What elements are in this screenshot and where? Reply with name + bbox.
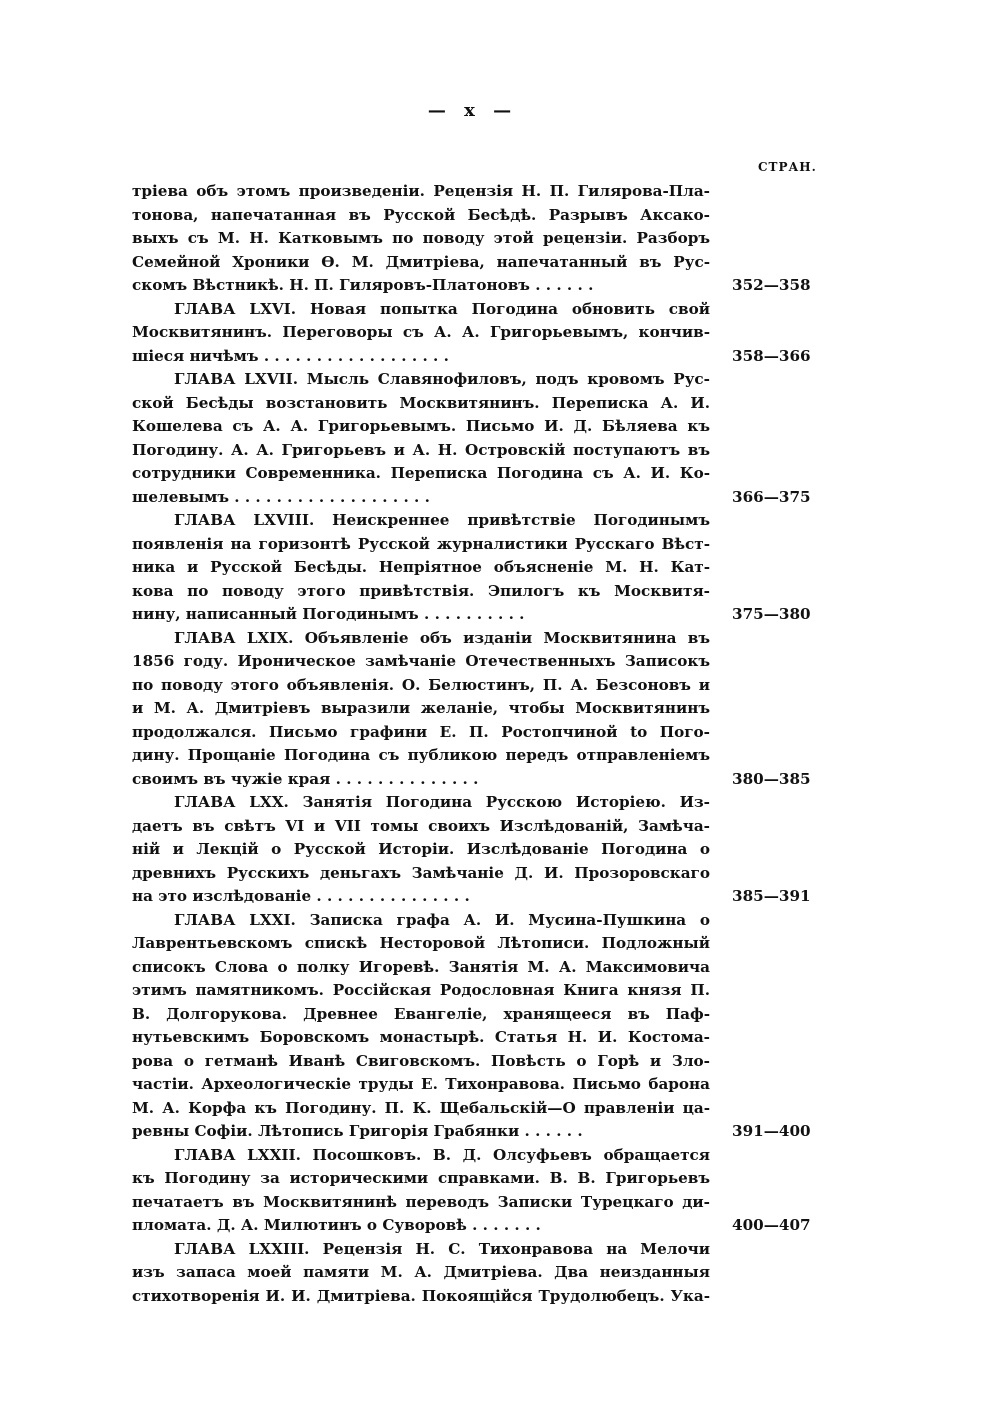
- pages-column-label: СТРАН.: [758, 160, 817, 174]
- page-range: 385—391: [732, 887, 811, 905]
- toc-text-line: пломата. Д. А. Милютинъ о Суворовѣ . . . . . . .: [132, 1216, 541, 1234]
- toc-text-line: ній и Лекцій о Русской Исторіи. Изслѣдованіе Погодина о: [132, 840, 710, 858]
- toc-text-line: ника и Русской Бесѣды. Непріятное объясненіе М. Н. Кат-: [132, 558, 710, 576]
- toc-text-line: В. Долгорукова. Древнее Евангеліе, хранящееся въ Паф-: [132, 1004, 710, 1023]
- page-number-header: — x —: [427, 100, 518, 121]
- toc-text-line: тріева объ этомъ произведеніи. Рецензія Н. П. Гилярова-Пла-: [132, 182, 710, 200]
- toc-text-line: 1856 году. Ироническое замѣчаніе Отечественныхъ Записокъ: [132, 652, 710, 670]
- toc-text-line: по поводу этого объявленія. О. Белюстинъ, П. А. Безсоновъ и: [132, 675, 710, 694]
- toc-text-line: нину, написанный Погодинымъ . . . . . . . . . .: [132, 605, 525, 623]
- toc-text-line: Кошелева съ А. А. Григорьевымъ. Письмо И. Д. Бѣляева къ: [132, 417, 710, 435]
- toc-text-line: древнихъ Русскихъ деньгахъ Замѣчаніе Д. И. Прозоровскаго: [132, 863, 710, 882]
- page-range: 400—407: [732, 1216, 811, 1234]
- toc-text-line: ревны Софіи. Лѣтопись Григорія Грабянки . . . . . .: [132, 1122, 583, 1140]
- page-range: 358—366: [732, 346, 811, 365]
- chapter-heading-line: ГЛАВА LXVI. Новая попытка Погодина обновить свой: [174, 299, 710, 318]
- chapter-heading-line: ГЛАВА LXXII. Посошковъ. В. Д. Олсуфьевъ обращается: [174, 1145, 710, 1164]
- page-range: 352—358: [732, 276, 811, 294]
- toc-text-line: нутьевскимъ Боровскомъ монастырѣ. Статья Н. И. Костома-: [132, 1028, 710, 1046]
- toc-text-line: появленія на горизонтѣ Русской журналистики Русскаго Вѣст-: [132, 534, 710, 553]
- toc-text-line: шелевымъ . . . . . . . . . . . . . . . . . . .: [132, 487, 430, 506]
- page-range: 380—385: [732, 769, 811, 788]
- toc-text-line: сотрудники Современника. Переписка Погодина съ А. И. Ко-: [132, 464, 710, 482]
- toc-text-line: своимъ въ чужіе края . . . . . . . . . . . . . .: [132, 769, 479, 788]
- page-range: 366—375: [732, 487, 811, 506]
- page-range: 375—380: [732, 605, 811, 623]
- page-range: 391—400: [732, 1122, 811, 1140]
- chapter-heading-line: ГЛАВА LXVIII. Неискреннее привѣтствіе Погодинымъ: [174, 511, 710, 529]
- toc-text-line: кова по поводу этого привѣтствія. Эпилогъ къ Москвитя-: [132, 581, 710, 600]
- chapter-heading-line: ГЛАВА LXIX. Объявленіе объ изданіи Москвитянина въ: [174, 628, 710, 647]
- toc-text-line: печатаетъ въ Москвитянинѣ переводъ Записки Турецкаго ди-: [132, 1192, 710, 1211]
- toc-text-line: стихотворенія И. И. Дмитріева. Покоящійся Трудолюбецъ. Ука-: [132, 1286, 710, 1305]
- toc-text-line: этимъ памятникомъ. Россійская Родословная Книга князя П.: [132, 981, 710, 999]
- toc-text-line: списокъ Слова о полку Игоревѣ. Занятія М. А. Максимовича: [132, 957, 710, 976]
- toc-text-line: рова о гетманѣ Иванѣ Свиговскомъ. Повѣсть о Горѣ и Зло-: [132, 1051, 710, 1070]
- toc-text-line: Лаврентьевскомъ спискѣ Несторовой Лѣтописи. Подложный: [132, 934, 710, 952]
- toc-text-line: и М. А. Дмитріевъ выразили желаніе, чтобы Москвитянинъ: [132, 699, 710, 717]
- toc-text-line: Семейной Хроники Ѳ. М. Дмитріева, напечатанный въ Рус-: [132, 252, 710, 271]
- toc-text-line: выхъ съ М. Н. Катковымъ по поводу этой рецензіи. Разборъ: [132, 229, 710, 247]
- toc-text-line: ской Бесѣды возстановить Москвитянинъ. Переписка А. И.: [132, 393, 710, 412]
- toc-text-line: продолжался. Письмо графини Е. П. Ростопчиной to Пого-: [132, 722, 710, 741]
- chapter-heading-line: ГЛАВА LXXIII. Рецензія Н. С. Тихонравова на Мелочи: [174, 1239, 710, 1258]
- chapter-heading-line: ГЛАВА LXXI. Записка графа А. И. Мусина-Пушкина о: [174, 910, 710, 929]
- toc-text-line: частіи. Археологическіе труды Е. Тихонравова. Письмо барона: [132, 1075, 710, 1093]
- toc-text-line: на это изслѣдованіе . . . . . . . . . . . . . . .: [132, 887, 470, 905]
- toc-text-line: къ Погодину за историческими справками. В. В. Григорьевъ: [132, 1169, 710, 1187]
- toc-text-line: даетъ въ свѣтъ VI и VII томы своихъ Изслѣдованій, Замѣча-: [132, 816, 710, 835]
- toc-text-line: скомъ Вѣстникѣ. Н. П. Гиляровъ-Платоновъ . . . . . .: [132, 276, 594, 294]
- toc-text-line: Москвитянинъ. Переговоры съ А. А. Григорьевымъ, кончив-: [132, 323, 710, 341]
- toc-text-line: тонова, напечатанная въ Русской Бесѣдѣ. Разрывъ Аксако-: [132, 205, 710, 224]
- chapter-heading-line: ГЛАВА LXVII. Мысль Славянофиловъ, подъ кровомъ Рус-: [174, 370, 710, 388]
- toc-text-line: шіеся ничѣмъ . . . . . . . . . . . . . . . . . .: [132, 346, 449, 365]
- chapter-heading-line: ГЛАВА LXX. Занятія Погодина Русскою Исторіею. Из-: [174, 793, 710, 811]
- toc-text-line: М. А. Корфа къ Погодину. П. К. Щебальскій—О правленіи ца-: [132, 1098, 710, 1117]
- toc-text-line: дину. Прощаніе Погодина съ публикою передъ отправленіемъ: [132, 746, 710, 764]
- toc-text-line: Погодину. А. А. Григорьевъ и А. Н. Островскій поступаютъ въ: [132, 440, 710, 459]
- toc-text-line: изъ запаса моей памяти М. А. Дмитріева. Два неизданныя: [132, 1263, 710, 1281]
- table-of-contents: [132, 180, 822, 1308]
